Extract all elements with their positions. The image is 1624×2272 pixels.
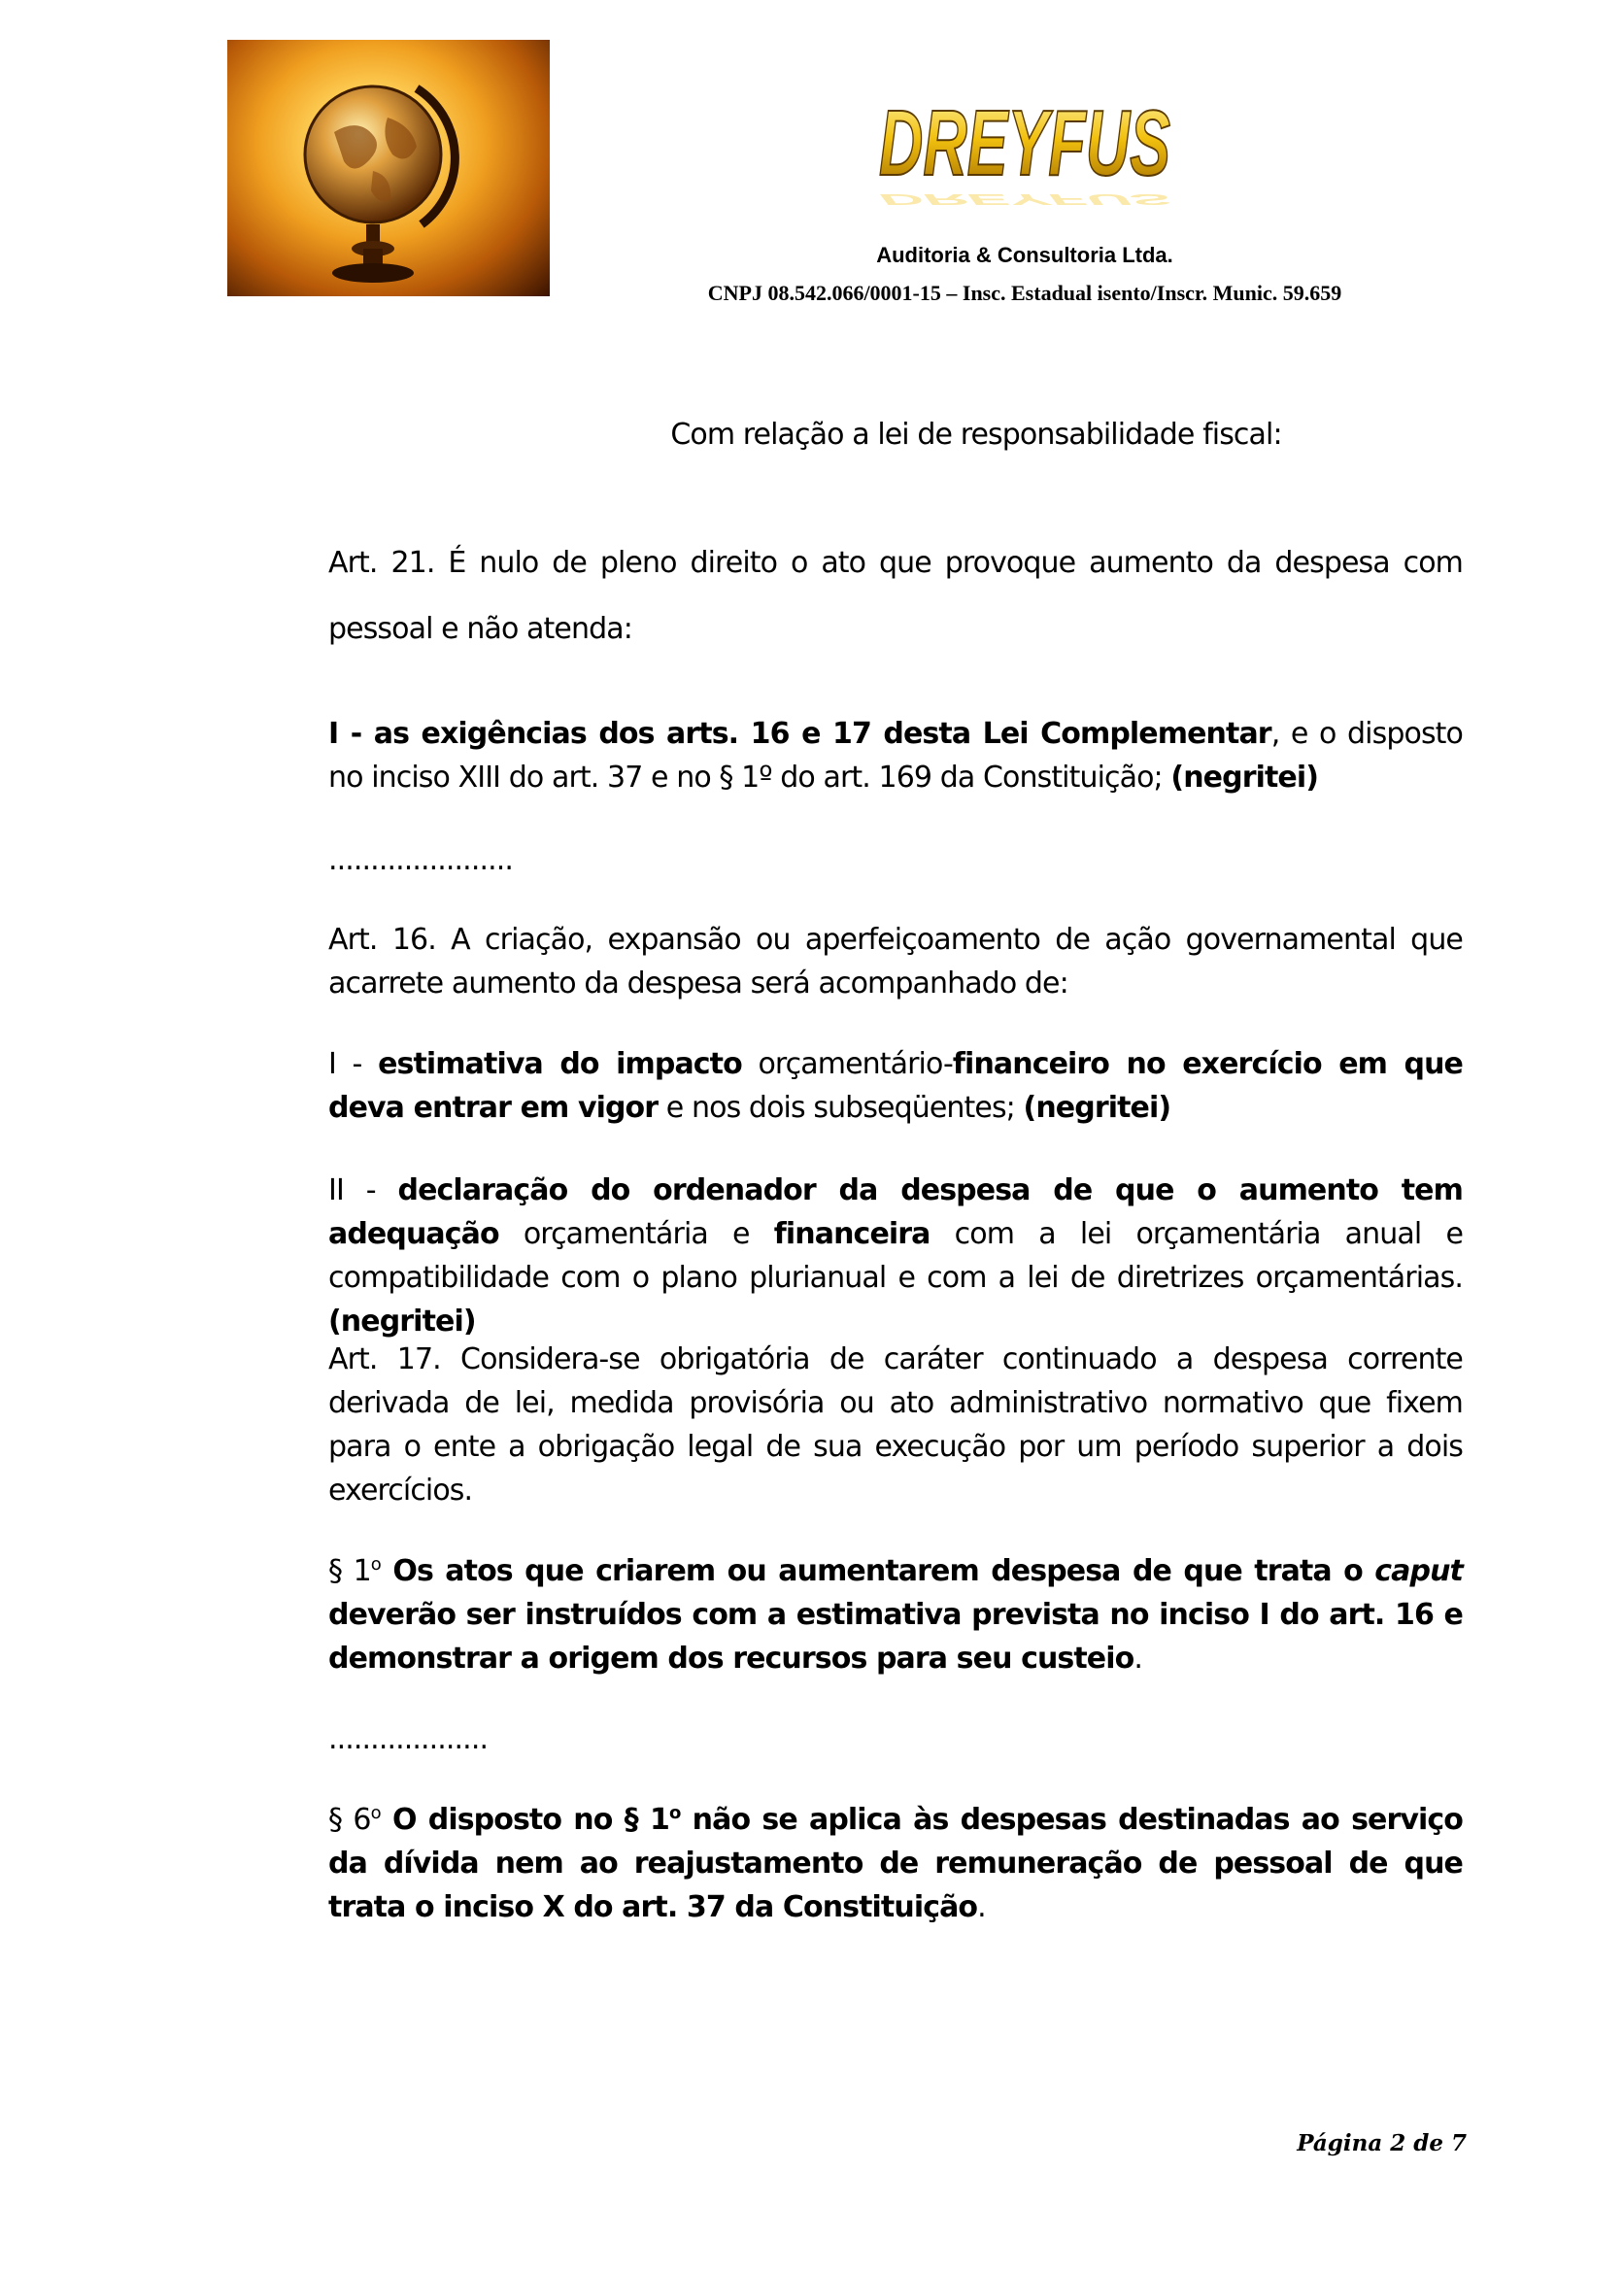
logo-wordmark-text: DREYFUS [879,91,1170,195]
globe-image [227,40,550,296]
negritei-note: (negritei) [1023,1091,1171,1125]
art16-inciso-ii: II - declaração do ordenador da despesa de que o aumento tem adequação orçamentária e financeira com a lei orçamentária anual e compatibilidade com o plano plurianual e com a lei de diretrizes orçamentárias. (negritei) [328,1173,1464,1339]
paragraph-1: § 1$^o$ Os atos que criarem ou aumentarem despesa de que trata o caput deverão ser instruídos com a estimativa prevista no inciso I do art. 16 e demonstrar a origem dos recursos para seu custeio. [328,1554,1463,1676]
art21-line1: Art. 21. É nulo de pleno direito o ato que provoque aumento da despesa com [328,546,1463,580]
art21-line2: pessoal e não atenda: [328,612,632,646]
negritei-note: (negritei) [1170,761,1319,795]
company-registry: CNPJ 08.542.066/0001-15 – Insc. Estadual isento/Inscr. Munic. 59.659 [707,281,1342,305]
paragraph-6: § 6$^o$ O disposto no § 1$^o$ não se aplica às despesas destinadas ao serviço da dívida nem ao reajustamento de remuneração de pessoal de que trata o inciso X do art. 37 da Constituição. [328,1803,1464,1924]
art16-inciso-i: I - estimativa do impacto orçamentário-financeiro no exercício em que deva entrar em vigor e nos dois subseqüentes; (negritei) [328,1047,1463,1125]
inciso-i-paragraph [328,712,1463,799]
caput-term: caput [1374,1554,1463,1588]
art16-paragraph: Art. 16. A criação, expansão ou aperfeiçoamento de ação governamental que acarrete aumento da despesa será acompanhado de: [328,923,1463,1000]
logo-reflection: DREYFUS [879,190,1170,209]
company-name: Auditoria & Consultoria Ltda. [876,243,1173,267]
inciso-i-bold: I - as exigências dos arts. 16 e 17 desta Lei Complementar [328,717,1271,751]
dreyfus-logo [864,70,1185,216]
negritei-note: (negritei) [328,1305,476,1339]
inciso-i-text: , e o disposto no inciso XIII do art. 37 e no § 1º do art. 169 da Constituição; [328,717,1463,795]
intro-heading: Com relação a lei de responsabilidade fiscal: [670,418,1282,452]
ellipsis-separator: ...................... [328,843,513,877]
ellipsis-separator: ................... [328,1722,489,1756]
art17-paragraph: Art. 17. Considera-se obrigatória de caráter continuado a despesa corrente derivada de lei, medida provisória ou ato administrativo normativo que fixem para o ente a obrigação legal de sua execução por um período superior a dois exercícios. [328,1342,1463,1508]
page-number: Página 2 de 7 [1297,2130,1467,2156]
